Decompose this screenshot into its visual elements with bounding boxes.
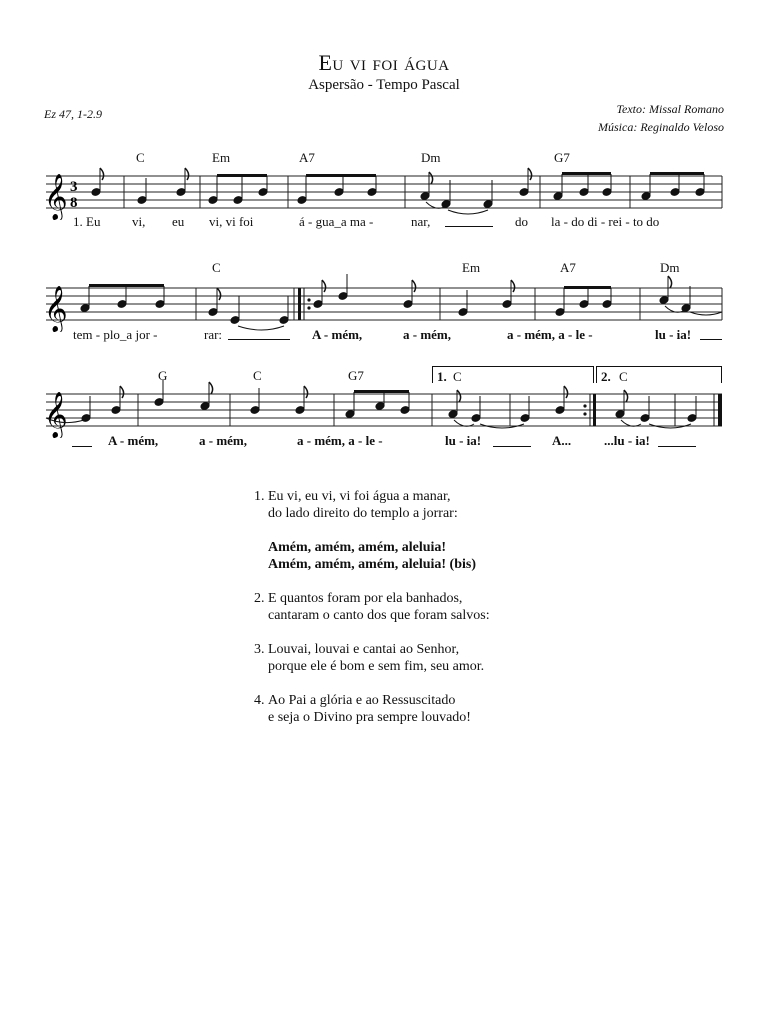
scripture-reference: Ez 47, 1-2.9 bbox=[44, 107, 102, 121]
chord-symbol: Dm bbox=[421, 150, 441, 165]
lyric-syllable: tem - plo_a jor - bbox=[73, 327, 158, 342]
notes bbox=[46, 380, 697, 428]
verse-number: 1. bbox=[254, 489, 265, 504]
treble-clef-icon: 𝄞 bbox=[44, 286, 68, 332]
lyric-extender bbox=[72, 446, 92, 447]
verse bbox=[254, 590, 490, 624]
volta-number: 2. bbox=[601, 369, 611, 384]
chord-symbol: A7 bbox=[299, 150, 315, 165]
verse-line: E quantos foram por ela banhados, bbox=[268, 591, 463, 606]
verse bbox=[254, 692, 490, 726]
verse-number: 4. bbox=[254, 693, 265, 708]
music-credit: Música: Reginaldo Veloso bbox=[598, 120, 724, 134]
chord-symbol: C bbox=[253, 368, 262, 383]
lyric-syllable: a - mém, bbox=[403, 327, 452, 342]
verse-line: Louvai, louvai e cantai ao Senhor, bbox=[268, 642, 460, 657]
chord-symbol: G bbox=[158, 368, 168, 383]
lyric-extender bbox=[493, 446, 531, 447]
lyric-syllable: a - mém, a - le - bbox=[297, 433, 383, 448]
verse bbox=[254, 641, 490, 675]
lyric-syllable: a - mém, a - le - bbox=[507, 327, 593, 342]
chord-symbol: C bbox=[136, 150, 145, 165]
chord-symbol: Em bbox=[462, 260, 481, 275]
verse-line: e seja o Divino pra sempre louvado! bbox=[268, 710, 471, 725]
refrain-line: Amém, amém, amém, aleluia! (bis) bbox=[268, 557, 477, 572]
staff-system-2 bbox=[0, 272, 768, 332]
lyric-syllable: rar: bbox=[204, 327, 223, 342]
chord-symbol: Dm bbox=[660, 260, 680, 275]
lyric-syllable: do bbox=[515, 214, 528, 229]
notes bbox=[91, 168, 705, 214]
lyric-syllable: la - do di - rei - to do bbox=[551, 214, 660, 229]
chord-symbol: C bbox=[212, 260, 221, 275]
lyric-syllable: vi, vi foi bbox=[209, 214, 254, 229]
chord-symbol: Em bbox=[212, 150, 231, 165]
lyric-extender bbox=[658, 446, 696, 447]
verse-line: porque ele é bom e sem fim, seu amor. bbox=[268, 659, 485, 674]
song-subtitle: Aspersão - Tempo Pascal bbox=[308, 77, 460, 93]
lyric-syllable: a - mém, bbox=[199, 433, 248, 448]
verse-line: do lado direito do templo a jorrar: bbox=[268, 506, 458, 521]
lyric-extender bbox=[700, 339, 722, 340]
treble-clef-icon: 𝄞 bbox=[44, 174, 68, 220]
time-signature: 8 bbox=[70, 195, 78, 211]
verse-number: 3. bbox=[254, 642, 265, 657]
verse bbox=[254, 488, 490, 522]
verse-number: 2. bbox=[254, 591, 265, 606]
lyric-syllable: A - mém, bbox=[108, 433, 159, 448]
lyric-syllable: nar, bbox=[411, 214, 431, 229]
song-title-text: Eu vi foi água bbox=[318, 50, 450, 75]
time-signature: 3 bbox=[70, 179, 78, 195]
chord-symbol: C bbox=[619, 369, 628, 384]
chord-symbol: G7 bbox=[348, 368, 364, 383]
chord-symbol: C bbox=[453, 369, 462, 384]
lyric-syllable: 1. Eu bbox=[73, 214, 101, 229]
staff-lines bbox=[46, 176, 722, 208]
lyric-syllable: lu - ia! bbox=[655, 327, 692, 342]
verse-line: Eu vi, eu vi, vi foi água a manar, bbox=[268, 489, 451, 504]
text-credit: Texto: Missal Romano bbox=[616, 102, 724, 116]
lyric-syllable: á - gua_a ma - bbox=[299, 214, 374, 229]
chord-symbol: G7 bbox=[554, 150, 570, 165]
chord-symbol: A7 bbox=[560, 260, 576, 275]
refrain-line: Amém, amém, amém, aleluia! bbox=[268, 540, 447, 555]
lyric-syllable: lu - ia! bbox=[445, 433, 482, 448]
notes bbox=[80, 274, 722, 330]
volta-number: 1. bbox=[437, 369, 447, 384]
lyric-syllable: eu bbox=[172, 214, 185, 229]
lyric-syllable: A - mém, bbox=[312, 327, 363, 342]
refrain bbox=[254, 539, 490, 573]
verse-line: cantaram o canto dos que foram salvos: bbox=[268, 608, 490, 623]
staff-system-3 bbox=[0, 378, 768, 438]
song-title bbox=[0, 50, 768, 76]
lyric-syllable: A... bbox=[552, 433, 572, 448]
staff-system-1 bbox=[0, 160, 768, 220]
verse-line: Ao Pai a glória e ao Ressuscitado bbox=[268, 693, 456, 708]
lyric-syllable: vi, bbox=[132, 214, 146, 229]
staff-lines bbox=[46, 288, 722, 320]
verses-block bbox=[254, 488, 490, 743]
lyric-extender bbox=[445, 226, 493, 227]
treble-clef-icon: 𝄞 bbox=[44, 392, 68, 438]
lyric-extender bbox=[228, 339, 290, 340]
lyric-syllable: ...lu - ia! bbox=[604, 433, 650, 448]
